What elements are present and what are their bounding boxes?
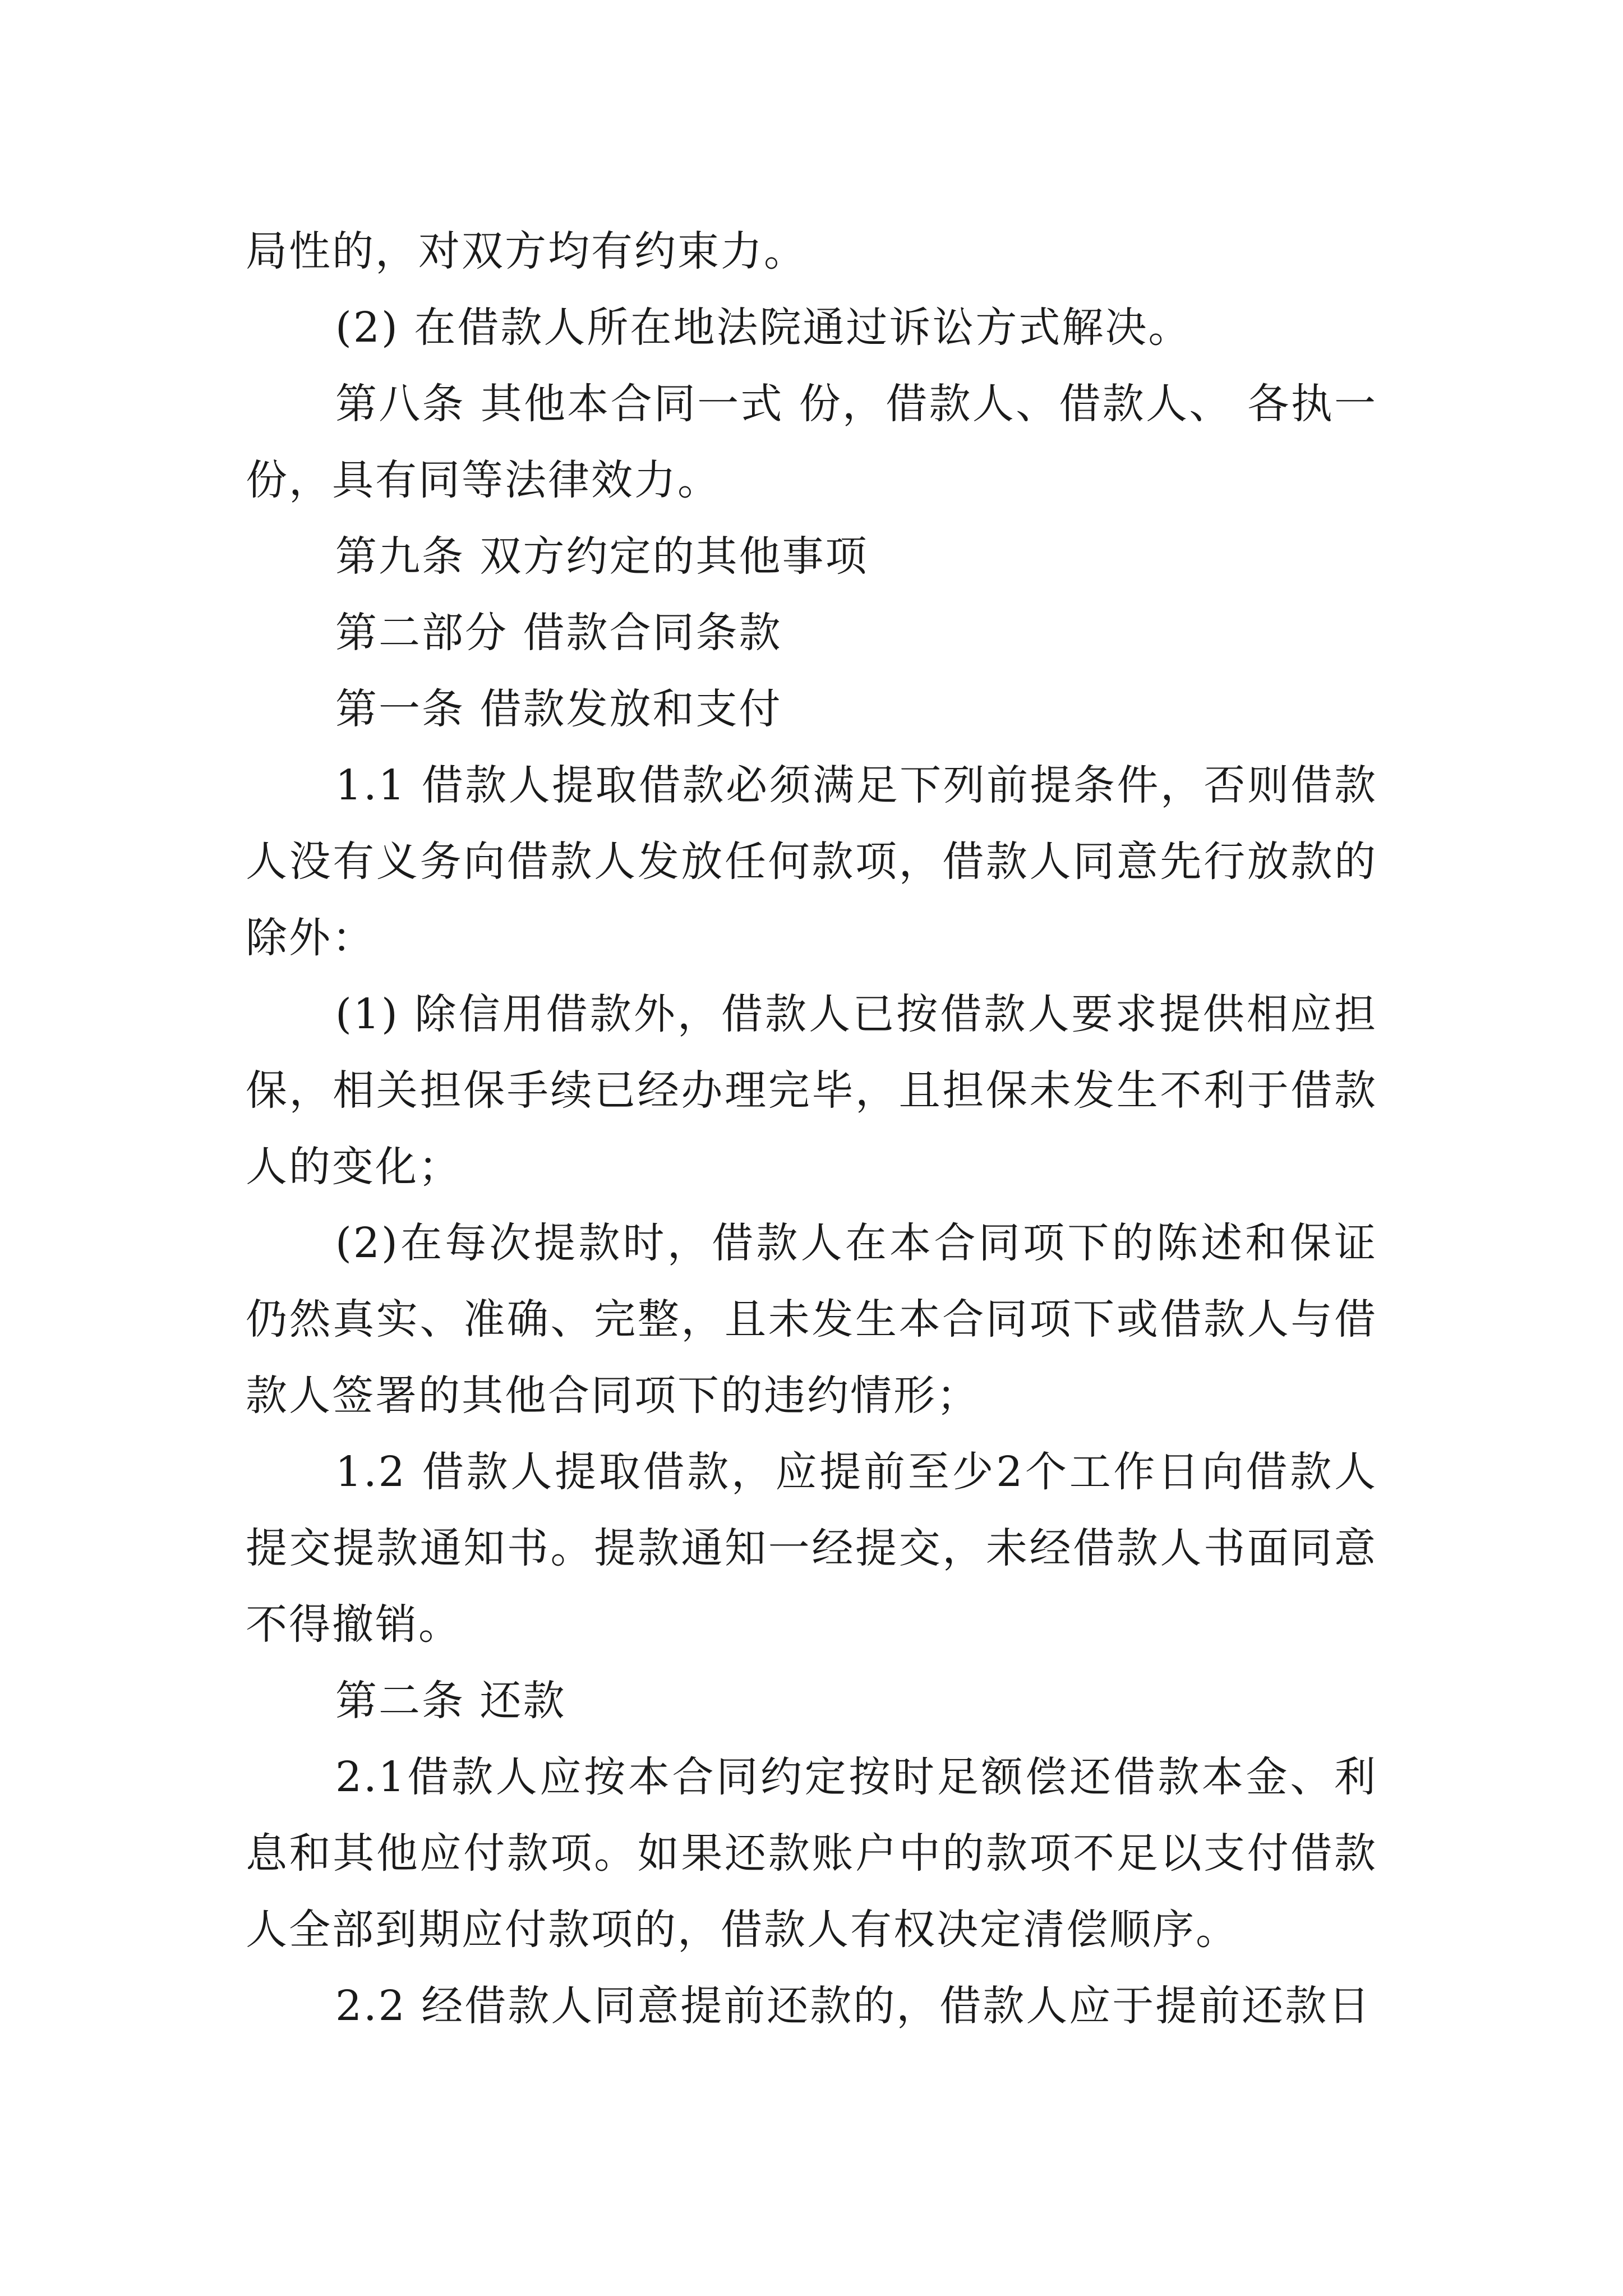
paragraph-dispute-litigation: (2) 在借款人所在地法院通过诉讼方式解决。 bbox=[335, 303, 1192, 352]
paragraph-article-9: 第九条 双方约定的其他事项 bbox=[335, 532, 869, 581]
section-heading-part-2: 第二部分 借款合同条款 bbox=[335, 609, 782, 657]
clause-1-1-item-2: (2)在每次提款时，借款人在本合同项下的陈述和保证仍然真实、准确、完整，且未发生本合同项下或借款人与借款人签署的其他合同项下的违约情形； bbox=[246, 1219, 1377, 1420]
article-heading-1: 第一条 借款发放和支付 bbox=[335, 685, 782, 733]
clause-1-1: 1.1 借款人提取借款必须满足下列前提条件，否则借款人没有义务向借款人发放任何款项，借款人同意先行放款的除外： bbox=[246, 761, 1377, 962]
document-body bbox=[246, 213, 1377, 2044]
clause-2-1: 2.1借款人应按本合同约定按时足额偿还借款本金、利息和其他应付款项。如果还款账户中的款项不足以支付借款人全部到期应付款项的，借款人有权决定清偿顺序。 bbox=[246, 1753, 1377, 1954]
paragraph-article-8: 第八条 其他本合同一式 份，借款人、借款人、 各执一 份，具有同等法律效力。 bbox=[246, 380, 1377, 504]
clause-2-2: 2.2 经借款人同意提前还款的，借款人应于提前还款日 bbox=[335, 1982, 1372, 2030]
clause-1-2: 1.2 借款人提取借款，应提前至少2个工作日向借款人提交提款通知书。提款通知一经提交，未经借款人书面同意不得撤销。 bbox=[246, 1448, 1377, 1649]
clause-1-1-item-1: (1) 除信用借款外，借款人已按借款人要求提供相应担保，相关担保手续已经办理完毕，且担保未发生不利于借款人的变化； bbox=[246, 990, 1377, 1191]
paragraph-continuation: 局性的，对双方均有约束力。 bbox=[246, 227, 807, 275]
article-heading-2: 第二条 还款 bbox=[335, 1677, 566, 1725]
